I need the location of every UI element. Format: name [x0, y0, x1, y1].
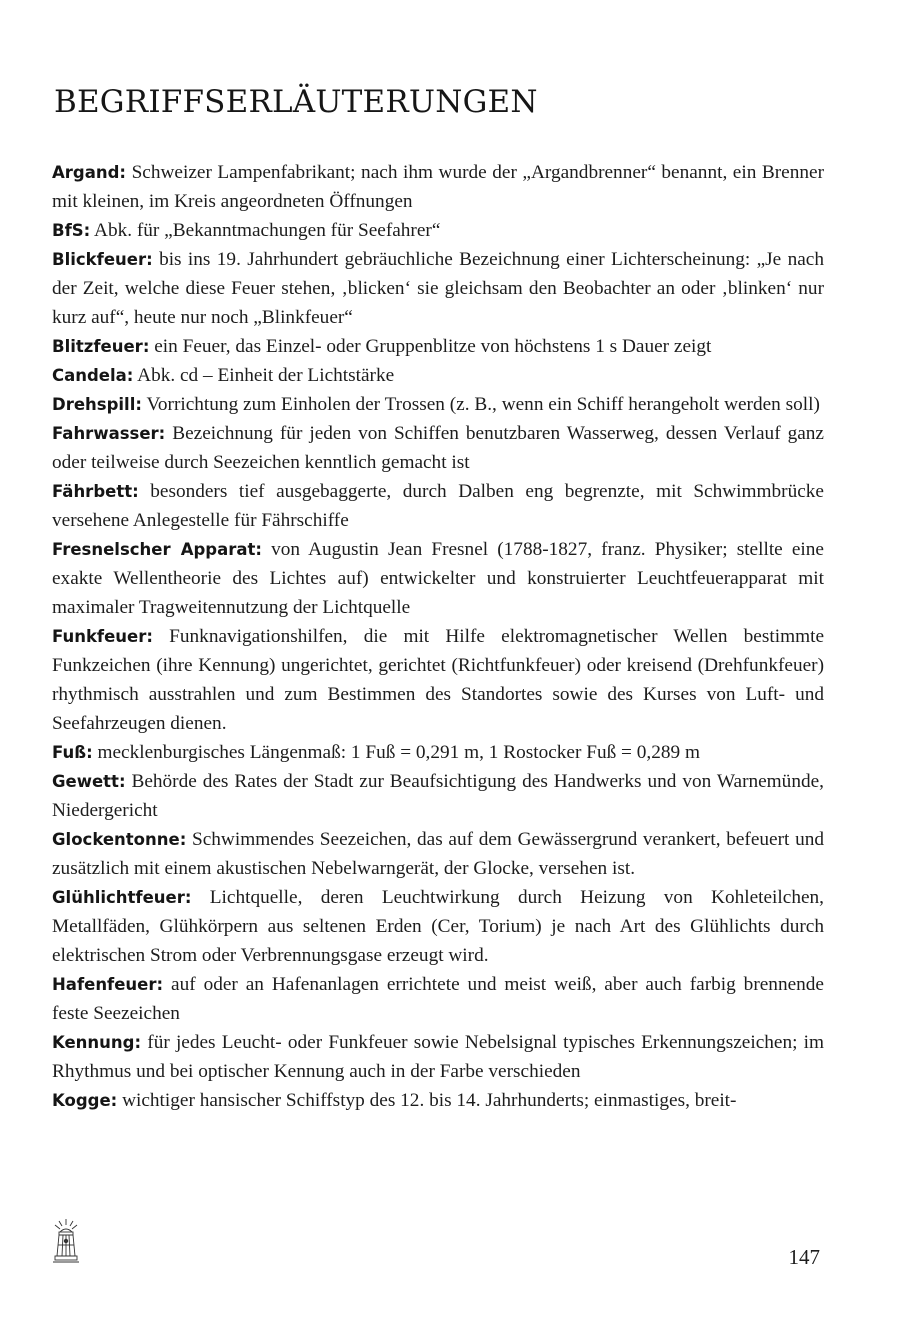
glossary-definition: Schwimmendes Seezeichen, das auf dem Gewässergrund verankert, befeuert und zusätzlich mit einem akustischen Nebelwarngerät, der Glocke, versehen ist.	[52, 829, 824, 879]
glossary-entry	[52, 1028, 824, 1086]
glossary-definition: bis ins 19. Jahrhundert gebräuchliche Bezeichnung einer Lichterscheinung: „Je nach der Zeit, welche diese Feuer stehen, ‚blicken‘ sie gleichsam den Beobachter an oder ‚blinken‘ nur kurz auf“, heute nur noch „Blinkfeuer“	[52, 249, 824, 328]
glossary-entry	[52, 970, 824, 1028]
glossary-term: Candela:	[52, 366, 134, 385]
glossary-entry	[52, 477, 824, 535]
glossary-definition: Vorrichtung zum Einholen der Trossen (z. B., wenn ein Schiff herangeholt werden soll)	[146, 394, 820, 415]
glossary-definition: auf oder an Hafenanlagen errichtete und meist weiß, aber auch farbig brennende feste Seezeichen	[52, 974, 824, 1024]
glossary-entry	[52, 622, 824, 738]
glossary-definition: für jedes Leucht- oder Funkfeuer sowie Nebelsignal typisches Erkennungszeichen; im Rhythmus und bei optischer Kennung auch in der Farbe verschieden	[52, 1032, 824, 1082]
glossary-definition: Lichtquelle, deren Leuchtwirkung durch Heizung von Kohleteilchen, Metallfäden, Glühkörpern aus seltenen Erden (Cer, Torium) je nach Art des Glühlichts durch elektrischen Strom oder Verbrennungsgase erzeugt wird.	[52, 887, 824, 966]
glossary-definition: besonders tief ausgebaggerte, durch Dalben eng begrenzte, mit Schwimmbrücke versehene Anlegestelle für Fährschiffe	[52, 481, 824, 531]
glossary-term: Glühlichtfeuer:	[52, 888, 192, 907]
glossary-entry	[52, 825, 824, 883]
glossary-entry	[52, 419, 824, 477]
glossary-definition: mecklenburgisches Längenmaß: 1 Fuß = 0,291 m, 1 Rostocker Fuß = 0,289 m	[97, 742, 700, 763]
glossary-entry	[52, 535, 824, 622]
glossary-term: Fahrwasser:	[52, 424, 166, 443]
glossary-entry	[52, 158, 824, 216]
glossary-term: Blitzfeuer:	[52, 337, 150, 356]
glossary-definition: von Augustin Jean Fresnel (1788-1827, franz. Physiker; stellte eine exakte Wellentheorie des Lichtes auf) entwickelter und konstruierter Leuchtfeuerapparat mit maximaler Tragweitennutzung der Lichtquelle	[52, 539, 824, 618]
glossary-definition: Abk. cd – Einheit der Lichtstärke	[137, 365, 395, 386]
glossary-term: Fuß:	[52, 743, 93, 762]
glossary-term: Drehspill:	[52, 395, 142, 414]
page-title: BEGRIFFSERLÄUTERUNGEN	[54, 84, 538, 120]
glossary-entries	[52, 158, 824, 1115]
glossary-definition: Bezeichnung für jeden von Schiffen benutzbaren Wasserweg, dessen Verlauf ganz oder teilweise durch Seezeichen kenntlich gemacht ist	[52, 423, 824, 473]
glossary-entry	[52, 332, 824, 361]
glossary-term: Fresnelscher Apparat:	[52, 540, 262, 559]
glossary-entry	[52, 216, 824, 245]
glossary-definition: ein Feuer, das Einzel- oder Gruppenblitze von höchstens 1 s Dauer zeigt	[154, 336, 712, 357]
glossary-entry	[52, 883, 824, 970]
glossary-entry	[52, 361, 824, 390]
glossary-term: Gewett:	[52, 772, 126, 791]
glossary-entry	[52, 390, 824, 419]
glossary-term: Hafenfeuer:	[52, 975, 164, 994]
glossary-definition: Schweizer Lampenfabrikant; nach ihm wurde der „Argandbrenner“ benannt, ein Brenner mit kleinen, im Kreis angeordneten Öffnungen	[52, 162, 824, 212]
glossary-term: Kogge:	[52, 1091, 118, 1110]
glossary-entry	[52, 245, 824, 332]
glossary-term: Fährbett:	[52, 482, 139, 501]
glossary-definition: wichtiger hansischer Schiffstyp des 12. bis 14. Jahrhunderts; einmastiges, breit-	[122, 1090, 737, 1111]
glossary-entry	[52, 767, 824, 825]
glossary-term: Glockentonne:	[52, 830, 187, 849]
glossary-term: Kennung:	[52, 1033, 142, 1052]
glossary-entry	[52, 1086, 824, 1115]
glossary-term: Funkfeuer:	[52, 627, 153, 646]
glossary-term: Argand:	[52, 163, 127, 182]
glossary-term: BfS:	[52, 221, 91, 240]
glossary-term: Blickfeuer:	[52, 250, 153, 269]
page-number: 147	[788, 1245, 820, 1269]
glossary-definition: Funknavigationshilfen, die mit Hilfe elektromagnetischer Wellen bestimmte Funkzeichen (ihre Kennung) ungerichtet, gerichtet (Richtfunkfeuer) oder kreisend (Drehfunkfeuer) rhythmisch ausstrahlen und zum Bestimmen des Standortes sowie des Kurses von Luft- und Seefahrzeugen dienen.	[52, 626, 824, 734]
glossary-definition: Behörde des Rates der Stadt zur Beaufsichtigung des Handwerks und von Warnemünde, Niedergericht	[52, 771, 824, 821]
glossary-definition: Abk. für „Bekanntmachungen für Seefahrer“	[94, 220, 441, 241]
glossary-entry	[52, 738, 824, 767]
lighthouse-lantern-icon	[50, 1218, 82, 1264]
